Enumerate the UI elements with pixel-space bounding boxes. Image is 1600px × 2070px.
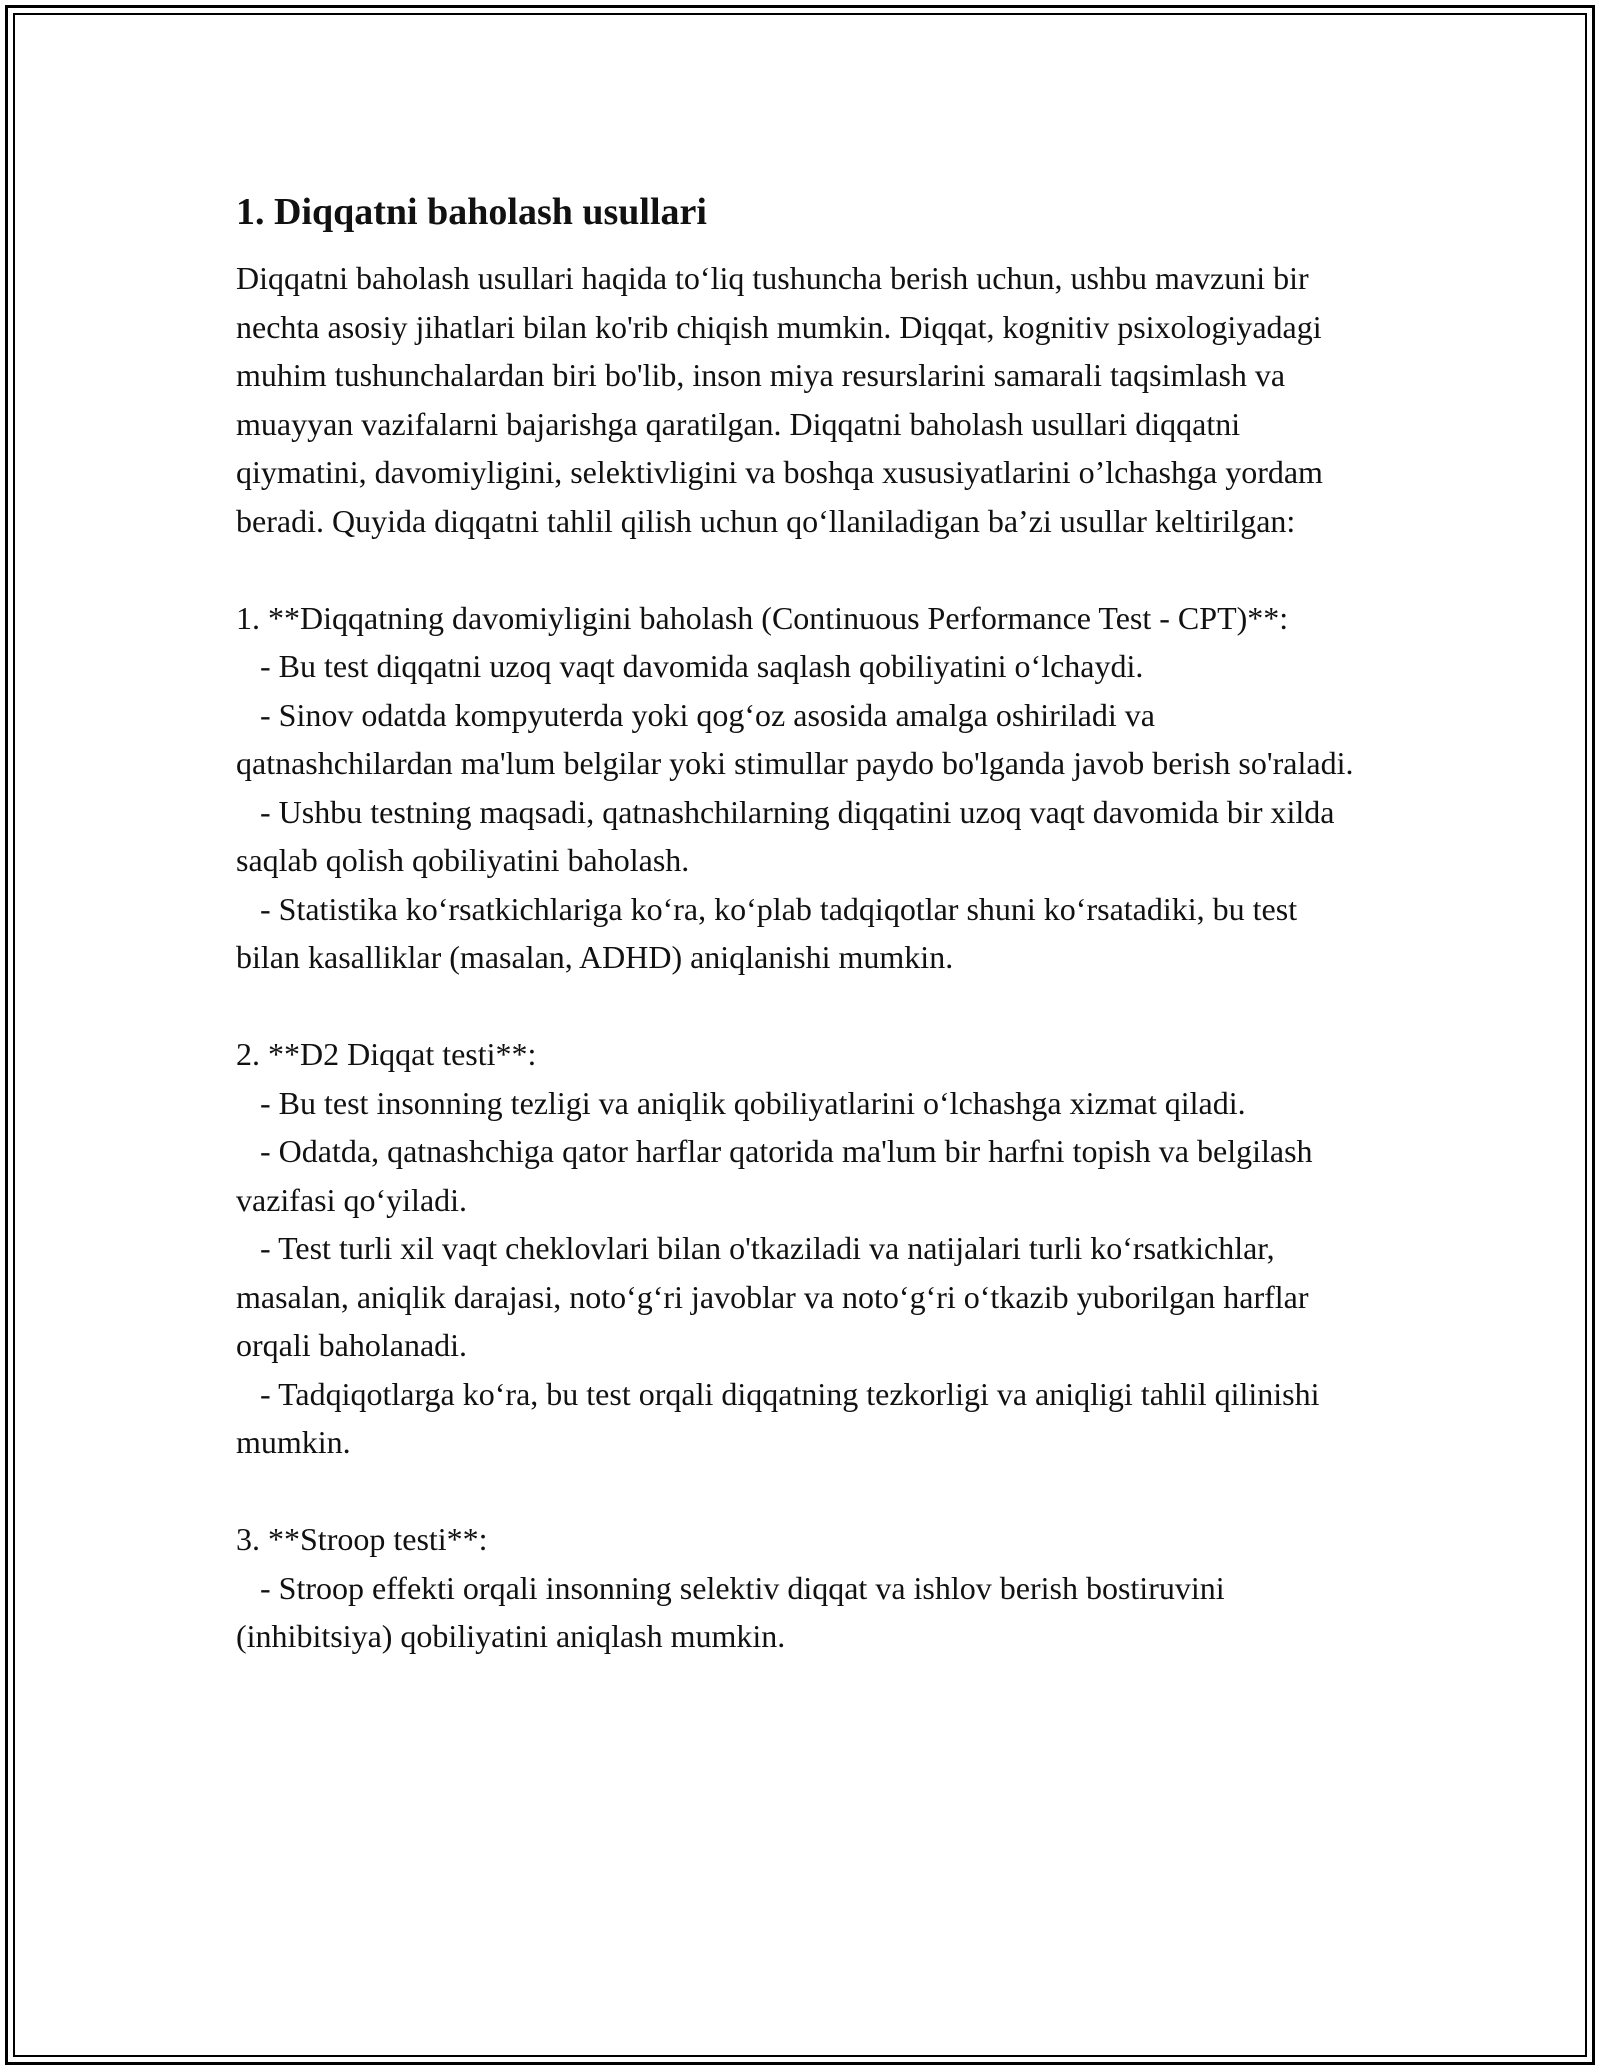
list-item: - Statistika ko‘rsatkichlariga ko‘ra, ko‘plab tadqiqotlar shuni ko‘rsatadiki, bu test bilan kasalliklar (masalan, ADHD) aniqlanishi mumkin. xyxy=(236,890,1306,975)
section-d2 xyxy=(236,1030,1366,1467)
list-item: - Bu test diqqatni uzoq vaqt davomida saqlash qobiliyatini o‘lchaydi. xyxy=(236,648,1144,684)
document-body xyxy=(236,186,1366,1661)
list-item: - Test turli xil vaqt cheklovlari bilan o'tkaziladi va natijalari turli ko‘rsatkichlar, masalan, aniqlik darajasi, noto‘g‘ri javoblar va noto‘g‘ri o‘tkazib yuborilgan harflar orqali baholanadi. xyxy=(236,1230,1317,1363)
spacer xyxy=(236,545,1366,594)
list-item: - Ushbu testning maqsadi, qatnashchilarning diqqatini uzoq vaqt davomida bir xilda saqlab qolish qobiliyatini baholash. xyxy=(236,793,1343,878)
list-item: - Sinov odatda kompyuterda yoki qog‘oz asosida amalga oshiriladi va qatnashchilardan ma'lum belgilar yoki stimullar paydo bo'lganda javob berish so'raladi. xyxy=(236,696,1354,781)
section-heading: 3. **Stroop testi**: xyxy=(236,1521,488,1557)
intro-paragraph: Diqqatni baholash usullari haqida to‘liq tushuncha berish uchun, ushbu mavzuni bir nechta asosiy jihatlari bilan ko'rib chiqish mumkin. Diqqat, kognitiv psixologiyadagi muhim tushunchalardan biri bo'lib, inson miya resurslarini samarali taqsimlash va muayyan vazifalarni bajarishga qaratilgan. Diqqatni baholash usullari diqqatni qiymatini, davomiyligini, selektivligini va boshqa xususiyatlarini o’lchashga yordam beradi. Quyida diqqatni tahlil qilish uchun qo‘llaniladigan ba’zi usullar keltirilgan: xyxy=(236,260,1331,539)
section-cpt xyxy=(236,594,1366,982)
section-heading: 2. **D2 Diqqat testi**: xyxy=(236,1036,537,1072)
list-item: - Odatda, qatnashchiga qator harflar qatorida ma'lum bir harfni topish va belgilash vazifasi qo‘yiladi. xyxy=(236,1133,1321,1218)
document-title: 1. Diqqatni baholash usullari xyxy=(236,191,707,233)
list-item: - Bu test insonning tezligi va aniqlik qobiliyatlarini o‘lchashga xizmat qiladi. xyxy=(236,1084,1246,1121)
section-stroop xyxy=(236,1515,1366,1661)
list-item: - Tadqiqotlarga ko‘ra, bu test orqali diqqatning tezkorligi va aniqligi tahlil qilinishi mumkin. xyxy=(236,1375,1328,1460)
section-heading: 1. **Diqqatning davomiyligini baholash (Continuous Performance Test - CPT)**: xyxy=(236,599,1289,636)
list-item: - Stroop effekti orqali insonning selektiv diqqat va ishlov berish bostiruvini (inhibitsiya) qobiliyatini aniqlash mumkin. xyxy=(236,1569,1233,1654)
spacer xyxy=(236,982,1366,1031)
spacer xyxy=(236,1467,1366,1516)
